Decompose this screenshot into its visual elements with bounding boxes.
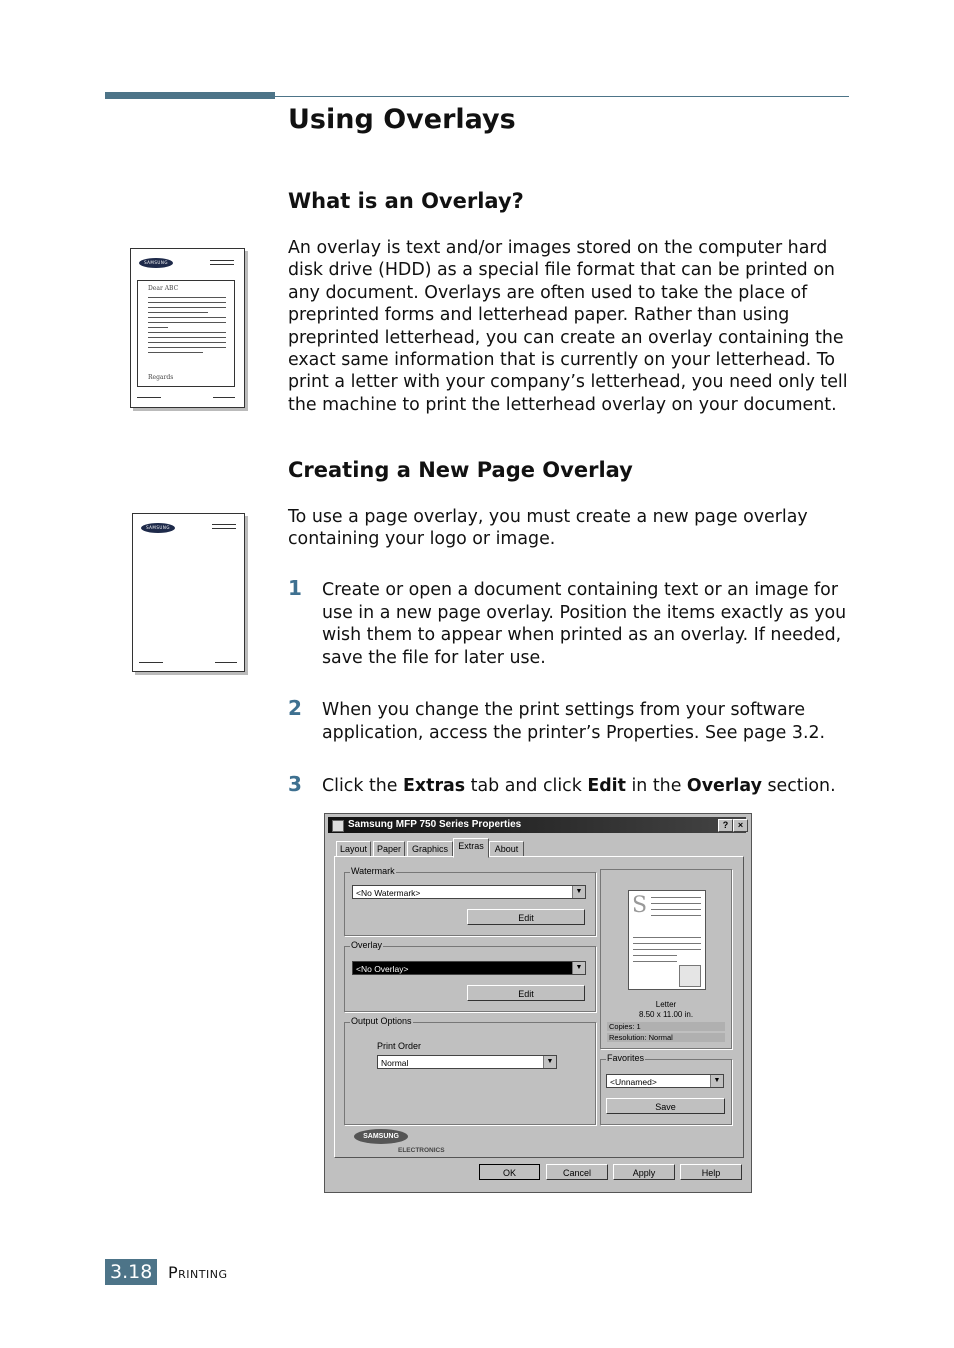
- header-line: [212, 524, 236, 525]
- header-line: [212, 528, 236, 529]
- chevron-down-icon[interactable]: ▼: [543, 1056, 556, 1068]
- letter-greeting: Dear ABC: [148, 285, 179, 292]
- preview-group: [600, 869, 732, 1049]
- tab-graphics[interactable]: Graphics: [407, 841, 453, 857]
- printer-icon: [332, 820, 344, 832]
- output-options-label: Output Options: [351, 1016, 412, 1026]
- step-1-text: Create or open a document containing text or an image for use in a new page overlay. Position the items exactly as you wish them to appear when printed as an overlay. If needed, save the file for later use.: [322, 580, 847, 668]
- footer-line: [215, 662, 237, 663]
- overlay-document-illustration: [132, 513, 245, 672]
- step-3-overlay: Overlay: [686, 776, 762, 796]
- watermark-select[interactable]: [352, 885, 586, 899]
- tab-paper[interactable]: Paper: [373, 841, 405, 857]
- ok-button[interactable]: OK: [479, 1164, 540, 1180]
- chevron-down-icon[interactable]: ▼: [572, 962, 585, 974]
- step-3-post: section.: [761, 776, 836, 796]
- overlay-select[interactable]: [352, 961, 586, 975]
- overlay-group: [344, 940, 596, 1012]
- letterhead-document-illustration: [130, 248, 245, 408]
- watermark-label: Watermark: [351, 866, 395, 876]
- page-preview: [628, 890, 706, 990]
- preview-lines: [651, 897, 701, 921]
- step-3-mid2: in the: [625, 776, 687, 796]
- header-line: [210, 260, 234, 261]
- letter-body-frame: [137, 280, 235, 387]
- letter-closing: Regards: [148, 374, 174, 381]
- step-3-pre: Click the: [322, 776, 404, 796]
- chapter-label: Printing: [168, 1263, 228, 1282]
- header-rule-accent: [105, 92, 275, 99]
- overlay-value: <No Overlay>: [356, 964, 409, 974]
- preview-logo-icon: S: [632, 893, 648, 918]
- preview-lines: [633, 937, 701, 967]
- preview-image-icon: [679, 965, 701, 987]
- page-number: 3.18: [110, 1261, 153, 1283]
- section-heading-overlay: What is an Overlay?: [288, 189, 524, 213]
- favorites-group: [600, 1053, 732, 1125]
- close-icon[interactable]: ×: [733, 819, 748, 832]
- print-order-label: Print Order: [377, 1041, 422, 1051]
- help-button[interactable]: Help: [680, 1164, 742, 1180]
- favorites-value: <Unnamed>: [610, 1077, 657, 1087]
- letter-text-lines: [148, 297, 226, 357]
- page-number-badge: [105, 1259, 157, 1285]
- samsung-logo-icon: SAMSUNG: [139, 258, 173, 268]
- print-order-select[interactable]: [377, 1055, 557, 1069]
- chapter-name: [168, 1263, 227, 1282]
- header-line: [210, 264, 234, 265]
- step-1-number: 1: [288, 576, 302, 600]
- apply-button[interactable]: Apply: [613, 1164, 675, 1180]
- samsung-logo-icon: SAMSUNG: [354, 1129, 408, 1144]
- watermark-edit-button[interactable]: Edit: [467, 909, 585, 925]
- step-3-mid1: tab and click: [465, 776, 588, 796]
- tab-about[interactable]: About: [489, 841, 524, 857]
- page-title: Using Overlays: [288, 104, 516, 135]
- copies-info: Copies: 1: [607, 1022, 725, 1031]
- help-icon[interactable]: ?: [718, 819, 733, 832]
- favorites-select[interactable]: [606, 1074, 724, 1088]
- creating-intro: To use a page overlay, you must create a new page overlay containing your logo or image.: [288, 507, 808, 550]
- overlay-label: Overlay: [351, 940, 383, 950]
- favorites-label: Favorites: [607, 1053, 645, 1063]
- step-2-number: 2: [288, 696, 302, 720]
- watermark-value: <No Watermark>: [356, 888, 421, 898]
- resolution-info: Resolution: Normal: [607, 1033, 725, 1042]
- samsung-logo-icon: SAMSUNG: [141, 523, 175, 533]
- watermark-group: [344, 866, 596, 936]
- print-order-value: Normal: [381, 1058, 409, 1068]
- paper-size-label: Letter: [655, 1000, 677, 1009]
- tab-layout[interactable]: Layout: [336, 841, 371, 857]
- overlay-description: An overlay is text and/or images stored on the computer hard disk drive (HDD) as a special file format that can be printed on any document. Overlays are often used to take the place of preprinted forms and letterhead paper. Rather than using preprinted letterhead, you can create an overlay containing the exact same information that is currently on your letterhead. To print a letter with your company’s letterhead, you need only tell the machine to print the letterhead overlay on your document.: [288, 238, 848, 415]
- footer-line: [213, 397, 235, 398]
- chevron-down-icon[interactable]: ▼: [572, 886, 585, 898]
- output-options-group: [344, 1016, 596, 1125]
- cancel-button[interactable]: Cancel: [546, 1164, 608, 1180]
- footer-line: [139, 662, 163, 663]
- dialog-title: Samsung MFP 750 Series Properties: [348, 819, 522, 830]
- section-heading-creating: Creating a New Page Overlay: [288, 458, 633, 482]
- chevron-down-icon[interactable]: ▼: [710, 1075, 723, 1087]
- save-button[interactable]: Save: [606, 1098, 725, 1114]
- dialog-titlebar: [328, 817, 746, 833]
- step-2-text: When you change the print settings from your software application, access the printer’s Properties. See page 3.2.: [322, 700, 826, 743]
- overlay-edit-button[interactable]: Edit: [467, 985, 585, 1001]
- header-rule: [275, 96, 849, 97]
- tab-extras[interactable]: Extras: [453, 838, 489, 858]
- printer-properties-dialog: [324, 813, 752, 1193]
- footer-line: [137, 397, 161, 398]
- step-3-number: 3: [288, 772, 302, 796]
- step-3-text: [322, 775, 848, 798]
- brand-subtitle: ELECTRONICS: [398, 1147, 445, 1154]
- extras-panel: [334, 856, 744, 1158]
- step-3-edit: Edit: [587, 776, 626, 796]
- paper-dimensions: 8.50 x 11.00 in.: [638, 1010, 694, 1019]
- step-3-extras: Extras: [403, 776, 466, 796]
